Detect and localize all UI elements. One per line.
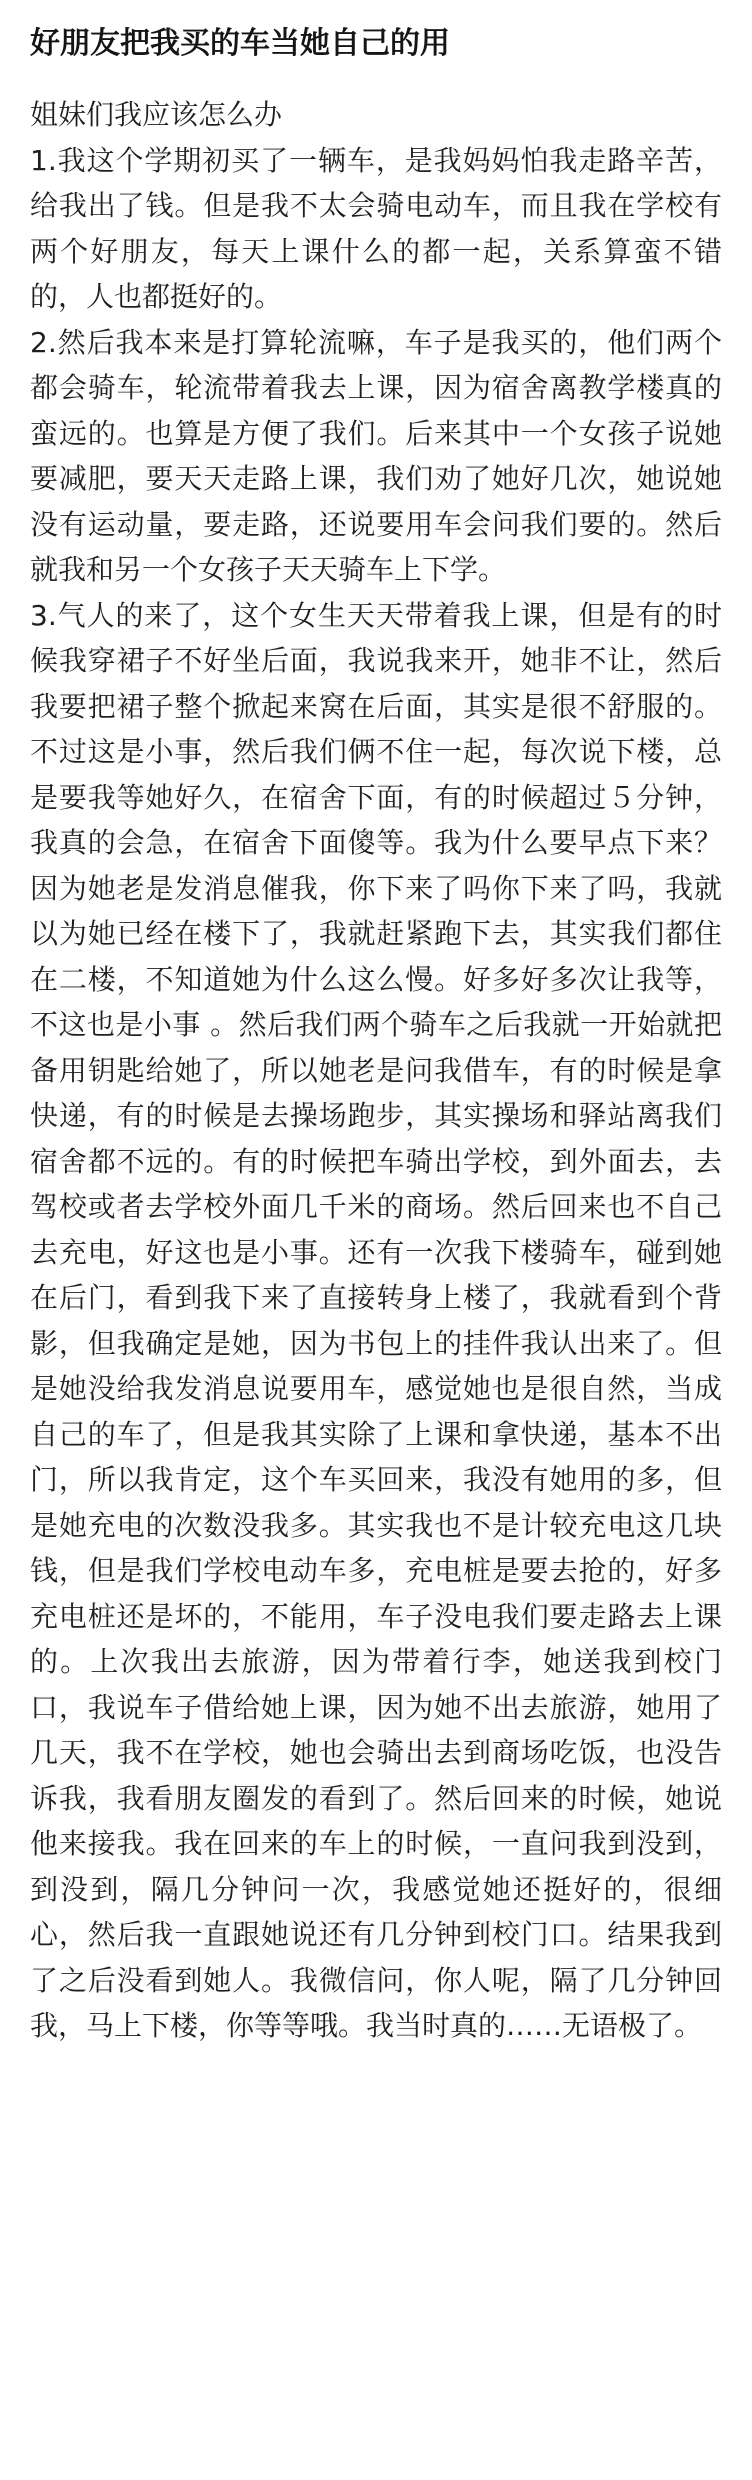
post-paragraph-3: 3.气人的来了，这个女生天天带着我上课，但是有的时候我穿裙子不好坐后面，我说我来开，她非不让，然后我要把裙子整个掀起来窝在后面，其实是很不舒服的。不过这是小事，然后我们俩不住一起，每次说下楼，总是要我等她好久，在宿舍下面，有的时候超过５分钟，我真的会急，在宿舍下面傻等。我为什么要早点下来？因为她老是发消息催我，你下来了吗你下来了吗，我就以为她已经在楼下了，我就赶紧跑下去，其实我们都住在二楼，不知道她为什么这么慢。好多好多次让我等，不这也是小事 。然后我们两个骑车之后我就一开始就把备用钥匙给她了，所以她老是问我借车，有的时候是拿快递，有的时候是去操场跑步，其实操场和驿站离我们宿舍都不远的。有的时候把车骑出学校，到外面去，去驾校或者去学校外面几千米的商场。然后回来也不自己去充电，好这也是小事。还有一次我下楼骑车，碰到她在后门，看到我下来了直接转身上楼了，我就看到个背影，但我确定是她，因为书包上的挂件我认出来了。但是她没给我发消息说要用车，感觉她也是很自然，当成自己的车了，但是我其实除了上课和拿快递，基本不出门，所以我肯定，这个车买回来，我没有她用的多，但是她充电的次数没我多。其实我也不是计较充电这几块钱，但是我们学校电动车多，充电桩是要去抢的，好多充电桩还是坏的，不能用，车子没电我们要走路去上课的。上次我出去旅游，因为带着行李，她送我到校门口，我说车子借给她上课，因为她不出去旅游，她用了几天，我不在学校，她也会骑出去到商场吃饭，也没告诉我，我看朋友圈发的看到了。然后回来的时候，她说他来接我。我在回来的车上的时候，一直问我到没到，到没到，隔几分钟问一次，我感觉她还挺好的，很细心，然后我一直跟她说还有几分钟到校门口。结果我到了之后没看到她人。我微信问，你人呢，隔了几分钟回我，马上下楼，你等等哦。我当时真的……无语极了。 [30,598,722,2042]
post-paragraph-intro: 姐妹们我应该怎么办 [30,98,283,131]
post-paragraph-1: 1.我这个学期初买了一辆车，是我妈妈怕我走路辛苦，给我出了钱。但是我不太会骑电动车，而且我在学校有两个好朋友，每天上课什么的都一起，关系算蛮不错的，人也都挺好的。 [30,143,722,313]
post-paragraph-2: 2.然后我本来是打算轮流嘛，车子是我买的，他们两个都会骑车，轮流带着我去上课，因为宿舍离教学楼真的蛮远的。也算是方便了我们。后来其中一个女孩子说她要减肥，要天天走路上课，我们劝了她好几次，她说她没有运动量，要走路，还说要用车会问我们要的。然后就我和另一个女孩子天天骑车上下学。 [30,325,722,586]
post-title: 好朋友把我买的车当她自己的用 [30,26,450,61]
post-body [30,92,722,2049]
